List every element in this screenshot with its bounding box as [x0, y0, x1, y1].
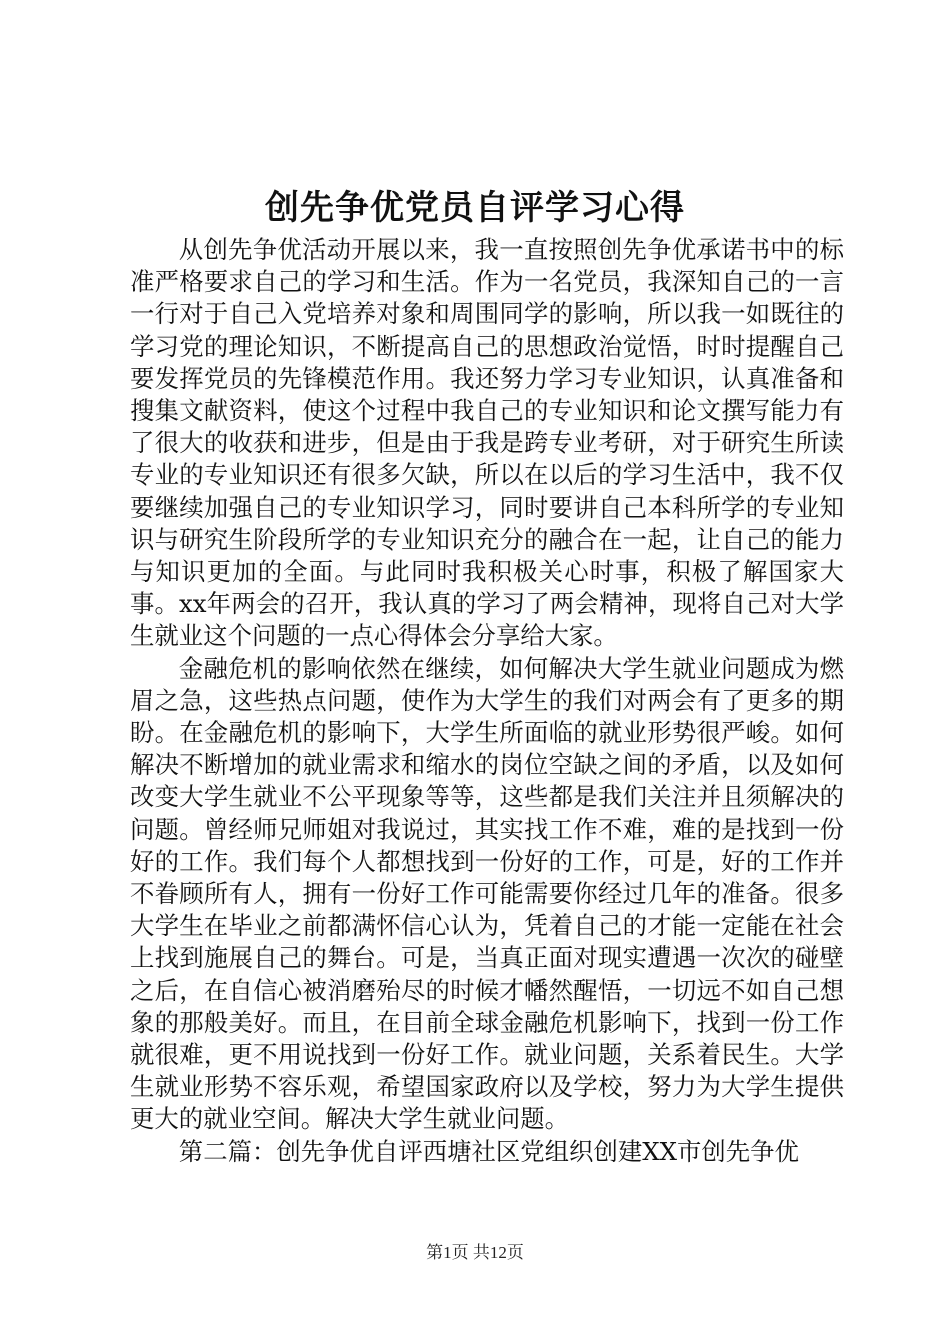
paragraph-2: 金融危机的影响依然在继续，如何解决大学生就业问题成为燃眉之急，这些热点问题，使作为大学生的我们对两会有了更多的期盼。在金融危机的影响下，大学生所面临的就业形势很严峻。如何解决不断增加的就业需求和缩水的岗位空缺之间的矛盾，以及如何改变大学生就业不公平现象等等，这些都是我们关注并且须解决的问题。曾经师兄师姐对我说过，其实找工作不难，难的是找到一份好的工作。我们每个人都想找到一份好的工作，可是，好的工作并不眷顾所有人，拥有一份好工作可能需要你经过几年的准备。很多大学生在毕业之前都满怀信心认为，凭着自己的才能一定能在社会上找到施展自己的舞台。可是，当真正面对现实遭遇一次次的碰壁之后，在自信心被消磨殆尽的时候才幡然醒悟，一切远不如自己想象的那般美好。而且，在目前全球金融危机影响下，找到一份工作就很难，更不用说找到一份好工作。就业问题，关系着民生。大学生就业形势不容乐观，希望国家政府以及学校，努力为大学生提供更大的就业空间。解决大学生就业问题。 [130, 653, 844, 1134]
paragraph-1: 从创先争优活动开展以来，我一直按照创先争优承诺书中的标准严格要求自己的学习和生活。作为一名党员，我深知自己的一言一行对于自己入党培养对象和周围同学的影响，所以我一如既往的学习党的理论知识，不断提高自己的思想政治觉悟，时时提醒自己要发挥党员的先锋模范作用。我还努力学习专业知识，认真准备和搜集文献资料，使这个过程中我自己的专业知识和论文撰写能力有了很大的收获和进步，但是由于我是跨专业考研，对于研究生所读专业的专业知识还有很多欠缺，所以在以后的学习生活中，我不仅要继续加强自己的专业知识学习，同时要讲自己本科所学的专业知识与研究生阶段所学的专业知识充分的融合在一起，让自己的能力与知识更加的全面。与此同时我积极关心时事，积极了解国家大事。xx年两会的召开，我认真的学习了两会精神，现将自己对大学生就业这个问题的一点心得体会分享给大家。 [130, 235, 844, 651]
paragraph-3: 第二篇：创先争优自评西塘社区党组织创建XX市创先争优 [178, 1136, 799, 1166]
page-number-footer: 第1页 共12页 [426, 1243, 524, 1262]
document-body [130, 234, 844, 1168]
document-title: 创先争优党员自评学习心得 [265, 188, 685, 228]
